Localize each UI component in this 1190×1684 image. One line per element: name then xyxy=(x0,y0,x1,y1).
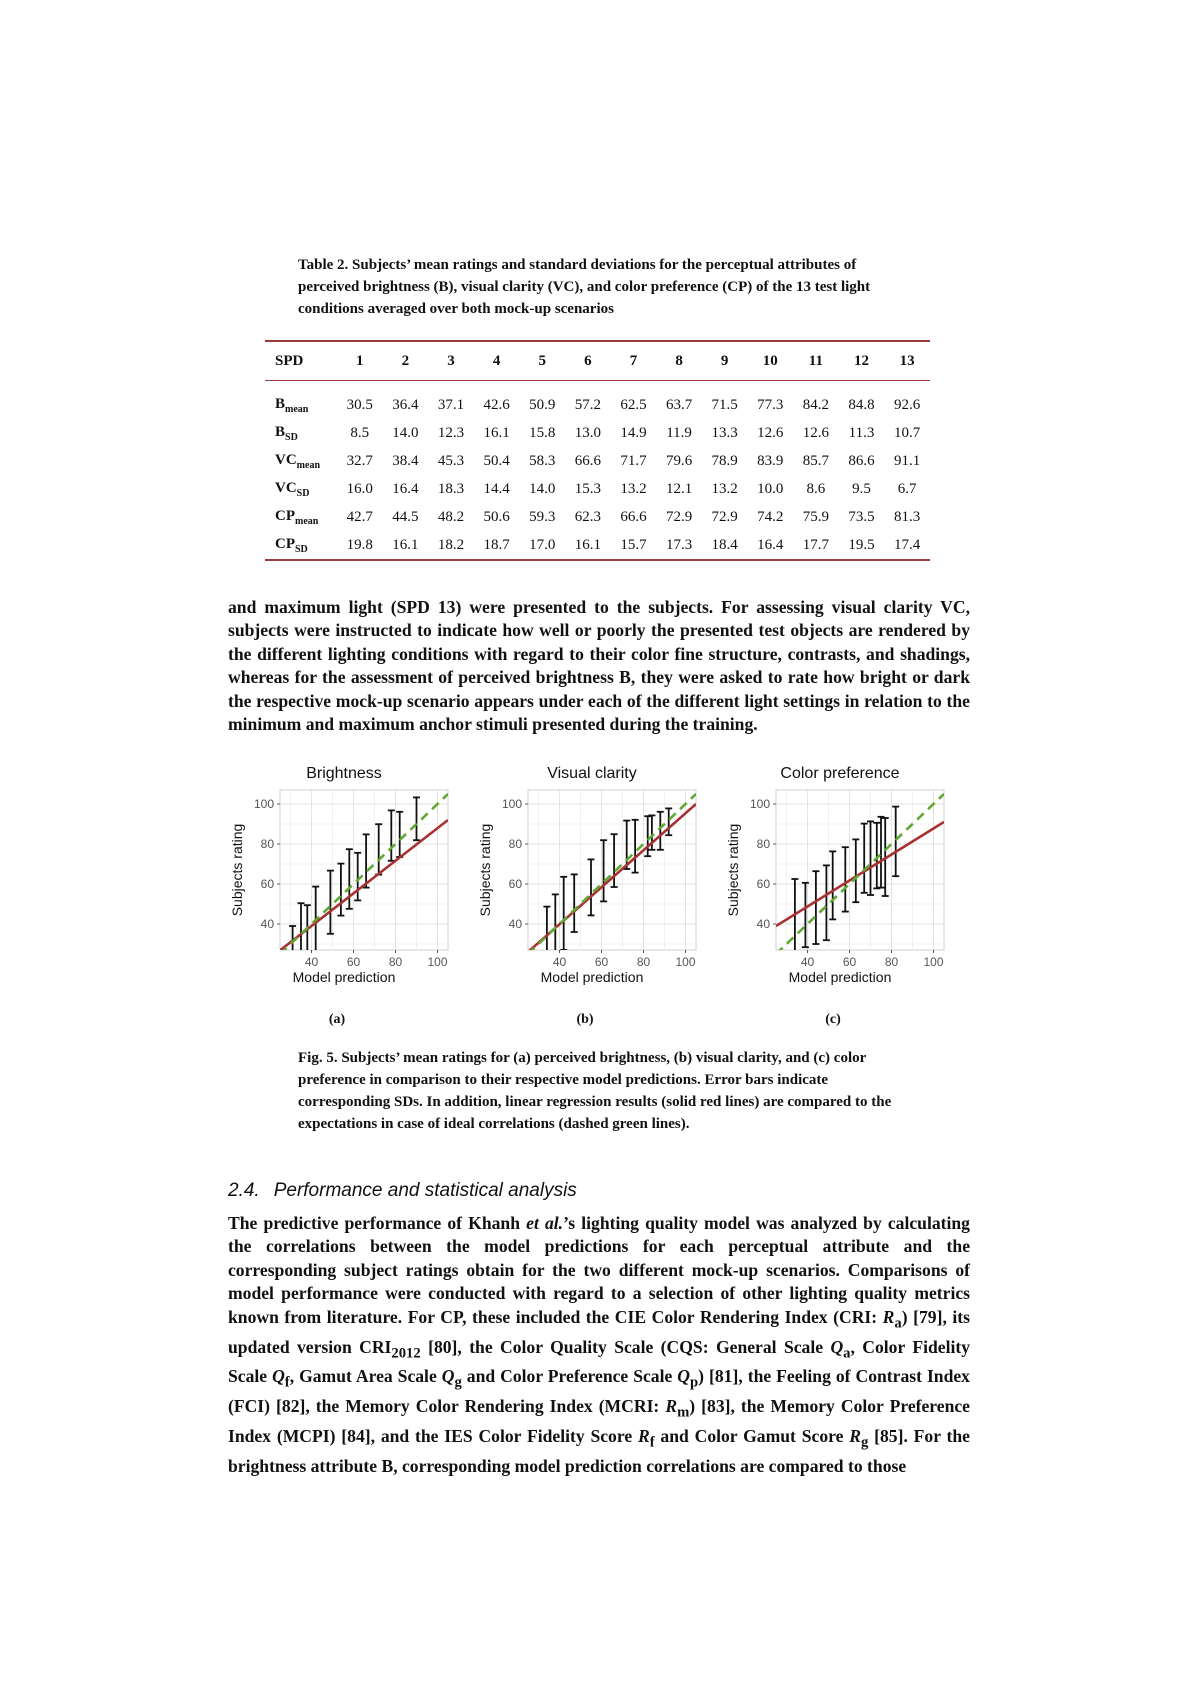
chart-title: Visual clarity xyxy=(547,765,637,782)
table-row xyxy=(265,447,930,475)
table-cell: 75.9 xyxy=(802,508,830,525)
x-tick-label: 40 xyxy=(552,955,567,969)
table-cell: 32.7 xyxy=(346,452,373,469)
row-label-sub: SD xyxy=(296,487,310,499)
plot-area xyxy=(528,790,696,950)
table-col-header: 13 xyxy=(899,352,915,369)
text-run: ) [81], the Feeling of Contrast Index (FCI) [82], the Memory Color Rendering Index (MCRI: xyxy=(228,1366,970,1417)
table-cell: 36.4 xyxy=(392,396,419,413)
table-cell: 71.7 xyxy=(620,452,647,469)
table-cell: 50.6 xyxy=(483,508,510,525)
section-heading xyxy=(228,1180,591,1202)
table-cell: 12.6 xyxy=(802,424,830,441)
table-row-label xyxy=(265,381,337,420)
y-tick-label: 80 xyxy=(756,837,770,851)
row-label-sub: SD xyxy=(295,543,308,555)
table-col-header: 1 xyxy=(356,352,364,369)
symbol-sub: a xyxy=(843,1345,851,1362)
x-axis-label: Model prediction xyxy=(292,969,396,985)
chart-panel xyxy=(725,765,944,1027)
subfigure-label: (c) xyxy=(825,1012,841,1027)
table-cell: 38.4 xyxy=(392,452,419,469)
symbol-sub: 2012 xyxy=(391,1345,421,1362)
text-run: The predictive performance of Khanh xyxy=(228,1213,527,1233)
y-tick-label: 100 xyxy=(501,797,522,811)
row-label-base: CP xyxy=(275,507,295,524)
paragraph-text xyxy=(228,1212,970,1479)
table-cell: 19.5 xyxy=(848,536,875,553)
row-label-sub: mean xyxy=(295,515,319,527)
text-run: [85]. For the brightness attribute B, corresponding model prediction correlations are compared to those xyxy=(228,1426,970,1477)
table-cell: 91.1 xyxy=(894,452,921,469)
row-label-base: VC xyxy=(275,451,297,468)
plot-area xyxy=(280,790,448,950)
table-cell: 44.5 xyxy=(392,508,419,525)
table-cell: 81.3 xyxy=(894,508,921,525)
row-label-base: CP xyxy=(275,535,295,552)
symbol-sub: a xyxy=(894,1315,902,1332)
symbol-sub: f xyxy=(284,1374,290,1391)
y-axis-label: Subjects rating xyxy=(477,823,493,917)
table-cell: 12.6 xyxy=(757,424,784,441)
symbol-sub: m xyxy=(677,1404,690,1421)
table-cell: 18.4 xyxy=(711,536,738,553)
table-cell: 74.2 xyxy=(757,508,784,525)
table-cell: 8.6 xyxy=(806,480,826,497)
y-tick-label: 80 xyxy=(508,837,522,851)
section-title: Performance and statistical analysis xyxy=(273,1180,577,1201)
x-tick-label: 80 xyxy=(388,955,403,969)
table-cell: 6.7 xyxy=(897,480,917,497)
table-cell: 13.2 xyxy=(711,480,738,497)
table-cell: 16.1 xyxy=(392,536,419,553)
row-label-sub: mean xyxy=(296,459,321,471)
text-run: , Gamut Area Scale xyxy=(289,1366,442,1387)
table-row-label xyxy=(265,419,337,447)
table-caption: Table 2. Subjects’ mean ratings and standard deviations for the perceptual attributes of perceived brightness (B), visual clarity (VC), and color preference (CP) of the 13 test light conditions averaged over both mock-up scenarios xyxy=(298,257,871,317)
table-cell: 58.3 xyxy=(529,452,556,469)
y-tick-label: 60 xyxy=(756,877,770,891)
chart-panel xyxy=(229,765,448,1027)
table-col-header: 9 xyxy=(720,352,729,369)
symbol: Q xyxy=(272,1366,285,1387)
text-run: ) [83], the Memory Color Preference Index (MCPI) [84], and the IES Color Fidelity Score xyxy=(228,1396,970,1447)
table-cell: 17.4 xyxy=(894,536,921,553)
row-label-sub: mean xyxy=(285,403,309,415)
symbol: Q xyxy=(677,1366,691,1387)
table-col-header: 7 xyxy=(629,352,638,369)
x-tick-label: 80 xyxy=(884,955,899,969)
table-cell: 18.3 xyxy=(437,480,465,497)
x-tick-label: 60 xyxy=(346,955,361,969)
table-col-header: 4 xyxy=(492,352,501,369)
table-cell: 63.7 xyxy=(665,396,693,413)
text-run: et al. xyxy=(526,1213,564,1233)
table-row xyxy=(265,381,930,420)
table-row xyxy=(265,419,930,447)
y-axis-label: Subjects rating xyxy=(229,823,245,917)
row-label-base: B xyxy=(275,423,286,440)
x-tick-label: 60 xyxy=(842,955,857,969)
table-col-header: 2 xyxy=(401,352,410,369)
x-tick-label: 100 xyxy=(675,955,696,969)
table-cell: 73.5 xyxy=(848,508,875,525)
x-tick-label: 60 xyxy=(594,955,609,969)
symbol-sub: g xyxy=(454,1374,462,1391)
table-cell: 17.7 xyxy=(802,536,830,553)
table-cell: 62.3 xyxy=(574,508,601,525)
x-tick-label: 40 xyxy=(800,955,815,969)
table-cell: 42.6 xyxy=(483,396,510,413)
symbol: Q xyxy=(441,1366,455,1387)
table-cell: 66.6 xyxy=(574,452,601,469)
table-row xyxy=(265,531,930,560)
table-cell: 10.7 xyxy=(894,424,921,441)
table-cell: 18.7 xyxy=(483,536,510,553)
x-axis-label: Model prediction xyxy=(788,969,892,985)
table-col-header: 5 xyxy=(538,352,546,369)
table-row-label xyxy=(265,475,337,503)
table-cell: 13.3 xyxy=(711,424,738,441)
symbol: R xyxy=(637,1426,650,1447)
table-cell: 77.3 xyxy=(757,396,784,413)
text-run: ’s lighting quality model was analyzed by calculating the correlations between the model predictions for each perceptual attribute and the corresponding subject ratings obtain for the two different mock-up scenarios. Comparisons of model performance were conducted with regard to a selection of other lighting quality metrics known from literature. For CP, these included the CIE Color Rendering Index (CRI: xyxy=(228,1213,970,1327)
section-number: 2.4. xyxy=(228,1180,260,1201)
table-cell: 84.8 xyxy=(848,396,875,413)
table-cell: 10.0 xyxy=(757,480,784,497)
table-row-label xyxy=(265,503,337,531)
table-cell: 50.9 xyxy=(529,396,556,413)
table-cell: 12.1 xyxy=(665,480,693,497)
table-cell: 13.2 xyxy=(620,480,647,497)
table-cell: 18.2 xyxy=(437,536,465,553)
table-header-row xyxy=(265,341,930,381)
symbol-sub: f xyxy=(649,1434,655,1451)
table-cell: 16.1 xyxy=(574,536,601,553)
table-col-header: 10 xyxy=(762,352,778,369)
row-label-sub: SD xyxy=(285,431,298,443)
figure-caption: Fig. 5. Subjects’ mean ratings for (a) perceived brightness, (b) visual clarity, and (c) color preference in comparison to their respective model predictions. Error bars indicate corresponding SDs. In addition, linear regression results (solid red lines) are compared to the expectations in case of ideal correlations (dashed green lines). xyxy=(298,1050,892,1132)
table-cell: 14.0 xyxy=(392,424,419,441)
table-cell: 14.0 xyxy=(529,480,556,497)
plot-area xyxy=(776,790,944,950)
table-col-header: 8 xyxy=(675,352,683,369)
body-paragraph-1 xyxy=(228,596,970,736)
text-run: and Color Preference Scale xyxy=(461,1366,678,1387)
y-tick-label: 60 xyxy=(260,877,274,891)
table-cell: 84.2 xyxy=(802,396,830,413)
table-cell: 13.0 xyxy=(574,424,601,441)
table-header-label: SPD xyxy=(275,352,304,369)
table-cell: 59.3 xyxy=(529,508,556,525)
y-tick-label: 80 xyxy=(260,837,274,851)
symbol: R xyxy=(665,1396,678,1417)
table-cell: 48.2 xyxy=(437,508,465,525)
y-tick-label: 40 xyxy=(756,917,770,931)
symbol: R xyxy=(849,1426,861,1447)
table-row xyxy=(265,503,930,531)
table-cell: 9.5 xyxy=(852,480,871,497)
text-run: ) [79], its updated version CRI xyxy=(228,1306,970,1357)
table-cell: 45.3 xyxy=(437,452,465,469)
text-run: [80], the Color Quality Scale (CQS: General Scale xyxy=(420,1336,831,1357)
y-tick-label: 100 xyxy=(749,797,770,811)
table-cell: 8.5 xyxy=(350,424,370,441)
table-cell: 62.5 xyxy=(620,396,647,413)
table-col-header: 11 xyxy=(808,352,823,369)
figure-5 xyxy=(225,755,975,1035)
table-cell: 92.6 xyxy=(894,396,921,413)
table-cell: 15.7 xyxy=(620,536,647,553)
table-cell: 71.5 xyxy=(711,396,738,413)
subfigure-label: (a) xyxy=(328,1012,346,1027)
table-cell: 12.3 xyxy=(437,424,465,441)
table-col-header: 6 xyxy=(584,352,592,369)
chart-title: Color preference xyxy=(780,765,900,782)
chart-panel xyxy=(477,765,696,1027)
paragraph-text: and maximum light (SPD 13) were presented to the subjects. For assessing visual clarity VC, subjects were instructed to indicate how well or poorly the presented test objects are rendered by the different lighting conditions with regard to their color fine structure, contrasts, and shadings, whereas for the assessment of perceived brightness B, they were asked to rate how bright or dark the respective mock-up scenario appears under each of the different light settings in relation to the minimum and maximum anchor stimuli presented during the training. xyxy=(228,597,970,735)
table-cell: 19.8 xyxy=(346,536,373,553)
table-cell: 15.8 xyxy=(529,424,556,441)
table-cell: 16.4 xyxy=(392,480,419,497)
text-run: , Color Fidelity Scale xyxy=(228,1336,971,1387)
ratings-table xyxy=(265,340,930,561)
row-label-base: VC xyxy=(275,479,297,496)
table-cell: 57.2 xyxy=(574,396,601,413)
table-row-label xyxy=(265,447,337,475)
table-cell: 86.6 xyxy=(848,452,875,469)
table-cell: 17.3 xyxy=(665,536,693,553)
table-cell: 11.9 xyxy=(666,424,692,441)
x-tick-label: 100 xyxy=(427,955,448,969)
table-row-label xyxy=(265,531,337,560)
table-cell: 72.9 xyxy=(711,508,738,525)
y-tick-label: 100 xyxy=(253,797,274,811)
row-label-base: B xyxy=(275,395,286,412)
table-col-header: 12 xyxy=(854,352,869,369)
x-axis-label: Model prediction xyxy=(540,969,644,985)
chart-title: Brightness xyxy=(306,765,382,782)
table-cell: 16.1 xyxy=(483,424,510,441)
x-tick-label: 80 xyxy=(636,955,651,969)
table-cell: 85.7 xyxy=(802,452,830,469)
table-cell: 14.4 xyxy=(483,480,510,497)
table-cell: 72.9 xyxy=(665,508,693,525)
table-cell: 15.3 xyxy=(574,480,601,497)
table-cell: 66.6 xyxy=(620,508,647,525)
table-cell: 42.7 xyxy=(346,508,373,525)
table-cell: 37.1 xyxy=(437,396,465,413)
text-run: and Color Gamut Score xyxy=(654,1426,850,1447)
table-cell: 30.5 xyxy=(346,396,373,413)
symbol: R xyxy=(882,1306,895,1327)
table-cell: 11.3 xyxy=(848,424,875,441)
table-cell: 17.0 xyxy=(529,536,556,553)
body-paragraph-2 xyxy=(228,1212,970,1479)
table-col-header: 3 xyxy=(447,352,455,369)
table-row xyxy=(265,475,930,503)
table-cell: 50.4 xyxy=(483,452,510,469)
subfigure-label: (b) xyxy=(576,1012,594,1027)
table-cell: 14.9 xyxy=(620,424,647,441)
y-tick-label: 40 xyxy=(260,917,274,931)
y-tick-label: 60 xyxy=(508,877,522,891)
table-cell: 16.4 xyxy=(757,536,784,553)
table-cell: 16.0 xyxy=(346,480,373,497)
table-cell: 79.6 xyxy=(665,452,693,469)
x-tick-label: 40 xyxy=(304,955,319,969)
x-tick-label: 100 xyxy=(923,955,944,969)
table-cell: 83.9 xyxy=(757,452,784,469)
symbol: Q xyxy=(830,1336,844,1357)
symbol-sub: p xyxy=(690,1374,699,1391)
table-cell: 78.9 xyxy=(711,452,738,469)
y-axis-label: Subjects rating xyxy=(725,823,741,917)
y-tick-label: 40 xyxy=(508,917,522,931)
symbol-sub: g xyxy=(860,1434,869,1451)
